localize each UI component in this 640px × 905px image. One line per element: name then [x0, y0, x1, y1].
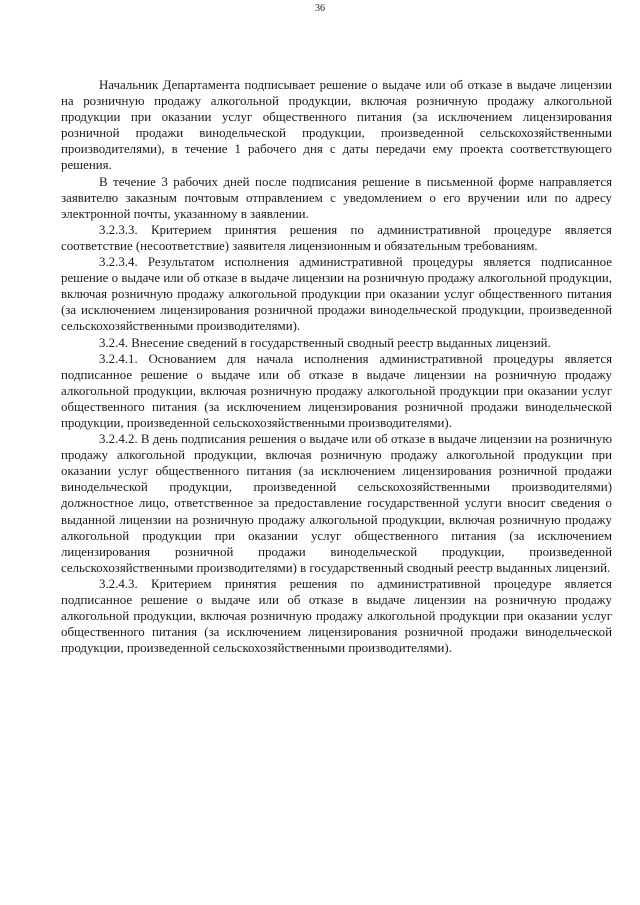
paragraph-3-2-4-3: 3.2.4.3. Критерием принятия решения по административной процедуре является подписанное решение о выдаче или об отказе в выдаче лицензии на розничную продажу алкогольной продукции, включая розничную продажу алкогольной продукции при оказании услуг общественного питания (за исключением лицензирования розничной продажи винодельческой продукции, произведенной сельскохозяйственными производителями). [61, 576, 612, 656]
paragraph-signing: Начальник Департамента подписывает решение о выдаче или об отказе в выдаче лицензии на розничную продажу алкогольной продукции, включая розничную продажу алкогольной продукции при оказании услуг общественного питания (за исключением лицензирования розничной продажи винодельческой продукции, произведенной сельскохозяйственными производителями), в течение 1 рабочего дня с даты передачи ему проекта соответствующего решения. [61, 78, 612, 173]
document-body [61, 77, 612, 656]
paragraph-3-2-4-1: 3.2.4.1. Основанием для начала исполнения административной процедуры является подписанное решение о выдаче или об отказе в выдаче лицензии на розничную продажу алкогольной продукции, включая розничную продажу алкогольной продукции при оказании услуг общественного питания (за исключением лицензирования розничной продажи винодельческой продукции, произведенной сельскохозяйственными производителями). [61, 351, 612, 430]
paragraph-3-2-3-4: 3.2.3.4. Результатом исполнения административной процедуры является подписанное решение о выдаче или об отказе в выдаче лицензии на розничную продажу алкогольной продукции, включая розничную продажу алкогольной продукции при оказании услуг общественного питания (за исключением лицензирования розничной продажи винодельческой продукции, произведенной сельскохозяйственными производителями). [61, 255, 612, 334]
section-heading-3-2-4: 3.2.4. Внесение сведений в государственный сводный реестр выданных лицензий. [99, 335, 551, 350]
page-number: 36 [315, 3, 325, 14]
paragraph-3-2-3-3: 3.2.3.3. Критерием принятия решения по административной процедуре является соответствие (несоответствие) заявителя лицензионным и обязательным требованиям. [61, 222, 612, 253]
paragraph-3-2-4-2: 3.2.4.2. В день подписания решения о выдаче или об отказе в выдаче лицензии на розничную продажу алкогольной продукции, включая розничную продажу алкогольной продукции при оказании услуг общественного питания (за исключением лицензирования розничной продажи винодельческой продукции, произведенной сельскохозяйственными производителями) должностное лицо, ответственное за предоставление государственной услуги вносит сведения о выданной лицензии на розничную продажу алкогольной продукции, включая розничную продажу алкогольной продукции при оказании услуг общественного питания (за исключением лицензирования розничной продажи винодельческой продукции, произведенной сельскохозяйственными производителями) в государственный сводный реестр выданных лицензий. [61, 432, 612, 575]
paragraph-delivery: В течение 3 рабочих дней после подписания решение в письменной форме направляется заявителю заказным почтовым отправлением с уведомлением о его вручении или по адресу электронной почты, указанному в заявлении. [61, 174, 612, 221]
